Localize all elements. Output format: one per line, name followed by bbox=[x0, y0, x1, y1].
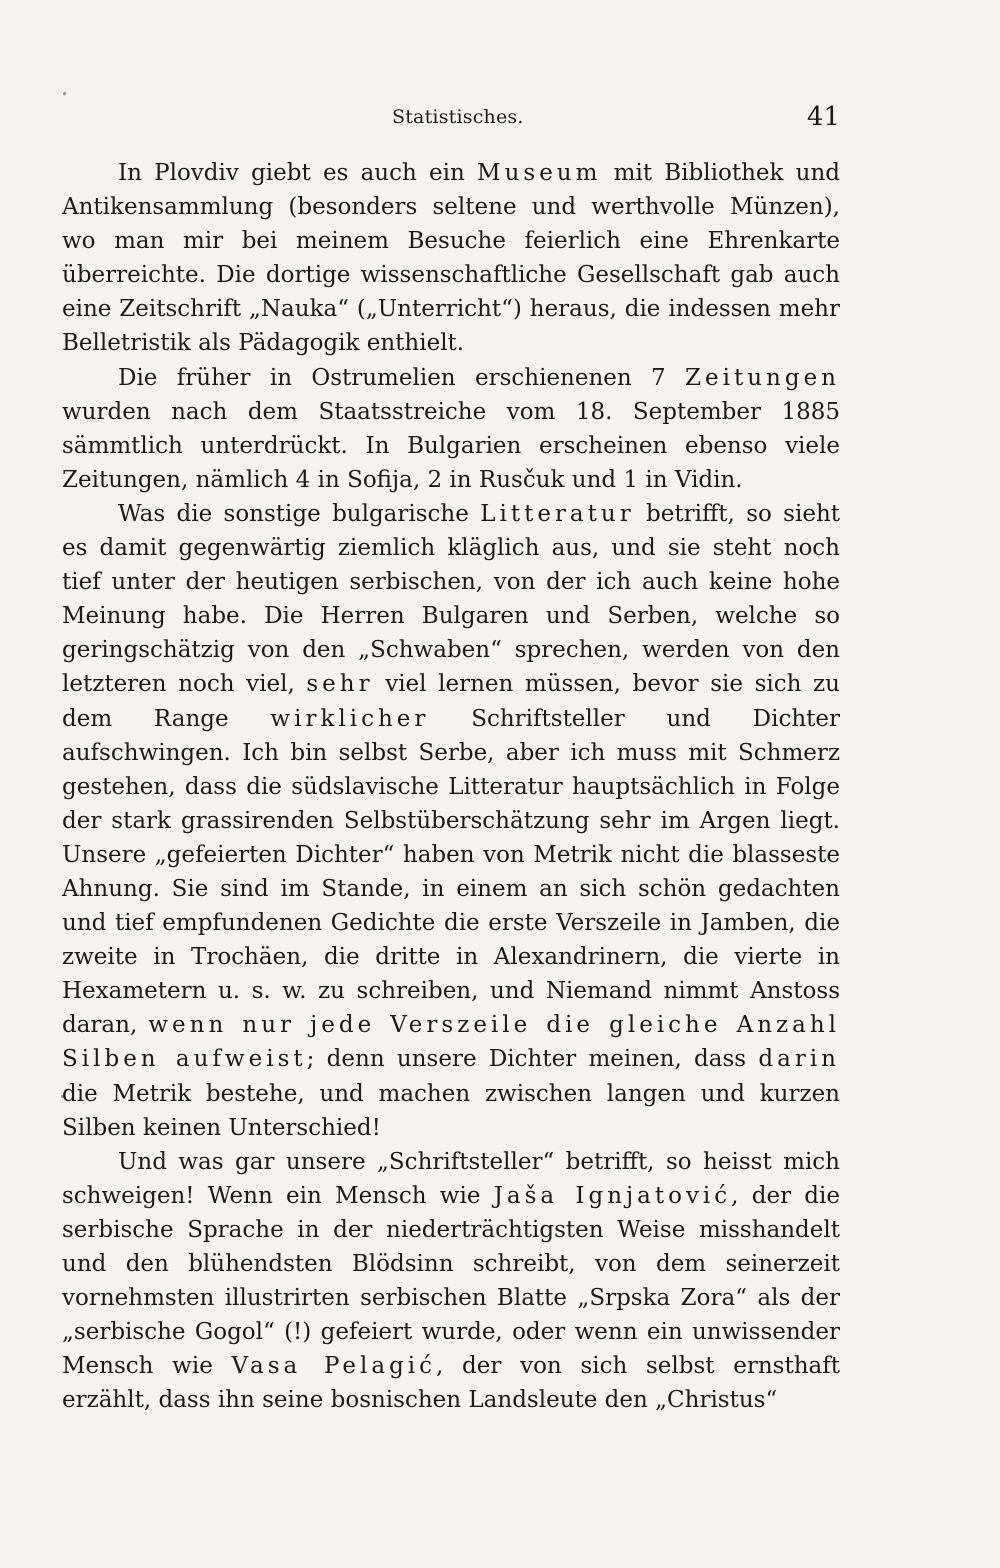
emphasis-spaced: Jaša Ignjatović bbox=[493, 1182, 732, 1209]
paragraph-1 bbox=[62, 156, 840, 361]
paragraph-3 bbox=[62, 497, 840, 1145]
text-run: viel lernen müssen, bevor sie sich zu dem Range bbox=[62, 671, 840, 732]
page-number: 41 bbox=[806, 102, 840, 132]
running-title: Statistisches. bbox=[392, 106, 524, 128]
print-speck bbox=[63, 92, 66, 95]
emphasis-spaced: Litteratur bbox=[480, 500, 635, 527]
text-run: Was die sonstige bulgarische bbox=[118, 500, 481, 527]
text-run: , der die serbische Sprache in der niederträchtigsten Weise misshandelt und den blühendsten Blödsinn schreibt, von dem seinerzeit vornehmsten illustrirten serbischen Blatte „Srpska Zora“ als der „serbische Gogol“ (!) gefeiert wurde, oder wenn ein unwissender Mensch wie bbox=[62, 1182, 840, 1380]
text-run: , der von sich selbst ernsthaft erzählt, dass ihn seine bosnischen Landsleute den „Christus“ bbox=[62, 1353, 840, 1414]
emphasis-spaced: sehr bbox=[306, 671, 374, 698]
emphasis-spaced: Museum bbox=[477, 160, 602, 186]
emphasis-spaced: Zeitungen bbox=[685, 364, 840, 391]
text-run: Die früher in Ostrumelien erschienenen 7 bbox=[118, 364, 686, 391]
text-run: die Metrik bestehe, und machen zwischen langen und kurzen Silben keinen Unterschied! bbox=[62, 1080, 840, 1141]
text-run: In Plovdiv giebt es auch ein bbox=[118, 160, 478, 186]
paragraph-4 bbox=[62, 1145, 840, 1418]
emphasis-spaced: darin bbox=[758, 1046, 840, 1073]
emphasis-spaced: wirklicher bbox=[270, 705, 430, 732]
text-run: betrifft, so sieht es damit gegenwärtig ziemlich kläglich aus, und sie steht noch tief unter der heutigen serbischen, von der ich auch keine hohe Meinung habe. Die Herren Bulgaren und Serben, welche so geringschätzig von den „Schwaben“ sprechen, werden von den letzteren noch viel, bbox=[62, 500, 841, 698]
text-run: mit Bibliothek und Antikensammlung (besonders seltene und werthvolle Münzen), wo man mir bei meinem Besuche feierlich eine Ehrenkarte überreichte. Die dortige wissenschaftliche Gesellschaft gab auch eine Zeitschrift „Nauka“ („Unterricht“) heraus, die indessen mehr Belletristik als Pädagogik enthielt. bbox=[62, 160, 840, 357]
emphasis-spaced: wenn nur jede Verszeile die gleiche Anzahl Silben aufweist bbox=[62, 1012, 841, 1073]
text-run: Und was gar unsere „Schriftsteller“ betrifft, so heisst mich schweigen! Wenn ein Mensch wie bbox=[62, 1148, 840, 1209]
body-text bbox=[62, 156, 840, 1417]
text-run: Schriftsteller und Dichter aufschwingen. Ich bin selbst Serbe, aber ich muss mit Schmerz gestehen, dass die südslavische Litteratur hauptsächlich in Folge der stark grassirenden Selbstüberschätzung sehr im Argen liegt. Unsere „gefeierten Dichter“ haben von Metrik nicht die blasseste Ahnung. Sie sind im Stande, in einem an sich schön gedachten und tief empfundenen Gedichte die erste Verszeile in Jamben, die zweite in Trochäen, die dritte in Alexandrinern, die vierte in Hexametern u. s. w. zu schreiben, und Niemand nimmt Anstoss daran, bbox=[62, 705, 840, 1039]
running-head bbox=[62, 100, 840, 140]
paragraph-2 bbox=[62, 361, 840, 497]
emphasis-spaced: Vasa Pelagić bbox=[231, 1353, 437, 1380]
text-run: ; denn unsere Dichter meinen, dass bbox=[306, 1046, 759, 1073]
text-run: wurden nach dem Staatsstreiche vom 18. September 1885 sämmtlich unterdrückt. In Bulgarien erscheinen ebenso viele Zeitungen, nämlich 4 in Sofija, 2 in Rusčuk und 1 in Vidin. bbox=[62, 398, 840, 493]
